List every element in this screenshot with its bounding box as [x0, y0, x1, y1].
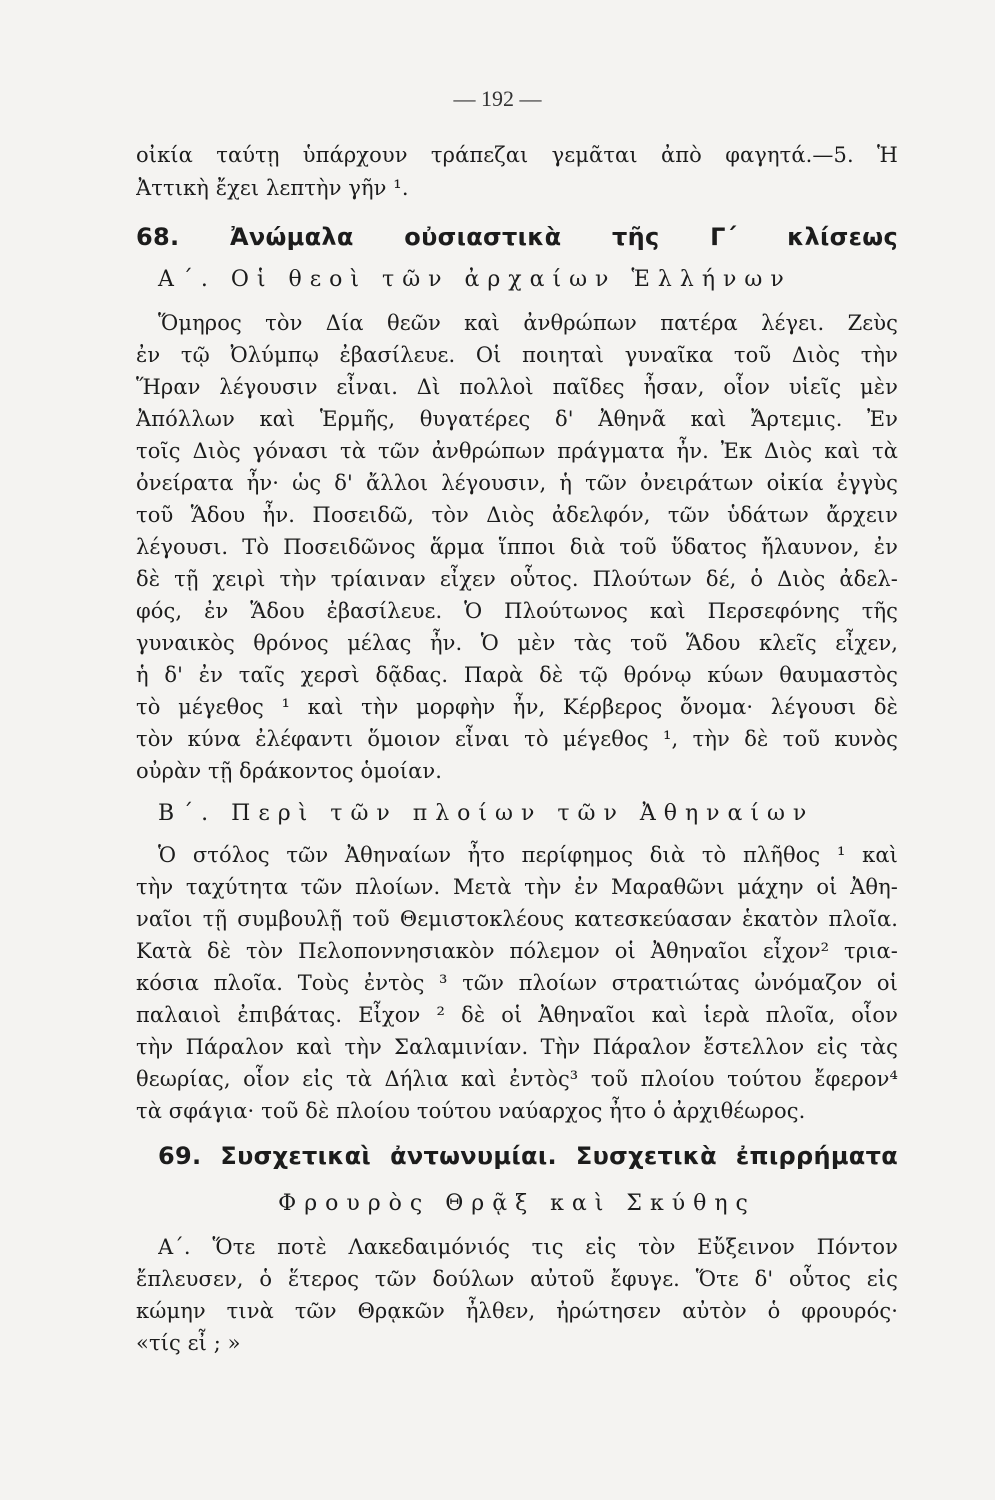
text-line: γυναικὸς θρόνος μέλας ἦν. Ὁ μὲν τὰς τοῦ Ἅδου κλεῖς εἶχεν, — [136, 631, 898, 655]
text-line: Ἀπόλλων καὶ Ἑρμῆς, θυγατέρες δ' Ἀθηνᾶ καὶ Ἄρτεμις. Ἐν — [136, 407, 898, 431]
text-line: ἔπλευσεν, ὁ ἕτερος τῶν δούλων αὐτοῦ ἔφυγε. Ὅτε δ' οὗτος εἰς — [136, 1267, 898, 1291]
text-line: Ὅμηρος τὸν Δία θεῶν καὶ ἀνθρώπων πατέρα λέγει. Ζεὺς — [158, 311, 898, 335]
text-line: λέγουσι. Τὸ Ποσειδῶνος ἅρμα ἵπποι διὰ τοῦ ὕδατος ἤλαυνον, ἐν — [136, 535, 898, 559]
text-line: οὐρὰν τῇ δράκοντος ὁμοίαν. — [136, 759, 443, 783]
text-line: θεωρίας, οἷον εἰς τὰ Δήλια καὶ ἐντὸς³ τοῦ πλοίου τούτου ἔφερον⁴ — [136, 1067, 898, 1091]
text-line: ἐν τῷ Ὀλύμπῳ ἐβασίλευε. Οἱ ποιηταὶ γυναῖκα τοῦ Διὸς τὴν — [136, 343, 898, 367]
section-68-heading: 68. Ἀνώμαλα οὐσιαστικὰ τῆς Γ΄ κλίσεως — [136, 223, 898, 251]
text-line: Κατὰ δὲ τὸν Πελοποννησιακὸν πόλεμον οἱ Ἀθηναῖοι εἶχον² τρια- — [136, 939, 898, 963]
text-line: Α΄. Ὅτε ποτὲ Λακεδαιμόνιός τις εἰς τὸν Εὔξεινον Πόντον — [158, 1235, 898, 1259]
text-line: τὰ σφάγια· τοῦ δὲ πλοίου τούτου ναύαρχος ἦτο ὁ ἀρχιθέωρος. — [136, 1099, 806, 1123]
text-line: κόσια πλοῖα. Τοὺς ἐντὸς ³ τῶν πλοίων στρατιώτας ὠνόμαζον οἱ — [136, 971, 898, 995]
page-number: — 192 — — [453, 86, 542, 111]
text-line: Ὁ στόλος τῶν Ἀθηναίων ἦτο περίφημος διὰ τὸ πλῆθος ¹ καὶ — [158, 843, 898, 867]
text-line: τὴν ταχύτητα τῶν πλοίων. Μετὰ τὴν ἐν Μαραθῶνι μάχην οἱ Ἀθη- — [136, 875, 898, 899]
section-69-heading: 69. Συσχετικαὶ ἀντωνυμίαι. Συσχετικὰ ἐπιρρήματα — [158, 1142, 898, 1170]
text-line: κώμην τινὰ τῶν Θρᾳκῶν ἦλθεν, ἠρώτησεν αὐτὸν ὁ φρουρός· — [136, 1299, 898, 1323]
text-line: οἰκία ταύτῃ ὑπάρχουν τράπεζαι γεμᾶται ἀπὸ φαγητά.—5. Ἡ — [136, 143, 898, 167]
text-line: ὀνείρατα ἦν· ὡς δ' ἄλλοι λέγουσιν, ἡ τῶν ὀνειράτων οἰκία ἐγγὺς — [136, 471, 898, 495]
text-line: τὴν Πάραλον καὶ τὴν Σαλαμινίαν. Τὴν Πάραλον ἔστελλον εἰς τὰς — [136, 1035, 898, 1059]
text-line: φός, ἐν Ἅδου ἐβασίλευε. Ὁ Πλούτωνος καὶ Περσεφόνης τῆς — [136, 599, 898, 623]
text-line: Ἀττικὴ ἔχει λεπτὴν γῆν ¹. — [136, 176, 409, 200]
text-line: τοῖς Διὸς γόνασι τὰ τῶν ἀνθρώπων πράγματα ἦν. Ἐκ Διὸς καὶ τὰ — [136, 439, 898, 463]
text-line: δὲ τῇ χειρὶ τὴν τρίαιναν εἶχεν οὗτος. Πλούτων δέ, ὁ Διὸς ἀδελ- — [136, 567, 898, 591]
text-line: Ἥραν λέγουσιν εἶναι. Δὶ πολλοὶ παῖδες ἦσαν, οἷον υἱεῖς μὲν — [136, 375, 898, 399]
text-line: τὸν κύνα ἐλέφαντι ὅμοιον εἶναι τὸ μέγεθος ¹, τὴν δὲ τοῦ κυνὸς — [136, 727, 898, 751]
section-68-subheading-a: Α΄. Οἱ θεοὶ τῶν ἀρχαίων Ἑλλήνων — [158, 267, 792, 292]
text-line: «τίς εἶ ; » — [136, 1331, 241, 1355]
text-line: ἡ δ' ἐν ταῖς χερσὶ δᾷδας. Παρὰ δὲ τῷ θρόνῳ κύων θαυμαστὸς — [136, 663, 898, 687]
text-line: ναῖοι τῇ συμβουλῇ τοῦ Θεμιστοκλέους κατεσκεύασαν ἑκατὸν πλοῖα. — [136, 907, 898, 931]
section-68-subheading-b: Β΄. Περὶ τῶν πλοίων τῶν Ἀθηναίων — [158, 801, 815, 826]
text-line: παλαιοὶ ἐπιβάτας. Εἶχον ² δὲ οἱ Ἀθηναῖοι καὶ ἱερὰ πλοῖα, οἷον — [136, 1003, 898, 1027]
text-line: τοῦ Ἅδου ἦν. Ποσειδῶ, τὸν Διὸς ἀδελφόν, τῶν ὑδάτων ἄρχειν — [136, 503, 898, 527]
text-line: τὸ μέγεθος ¹ καὶ τὴν μορφὴν ἦν, Κέρβερος ὄνομα· λέγουσι δὲ — [136, 695, 898, 719]
section-69-subheading: Φρουρὸς Θρᾷξ καὶ Σκύθης — [278, 1191, 756, 1216]
